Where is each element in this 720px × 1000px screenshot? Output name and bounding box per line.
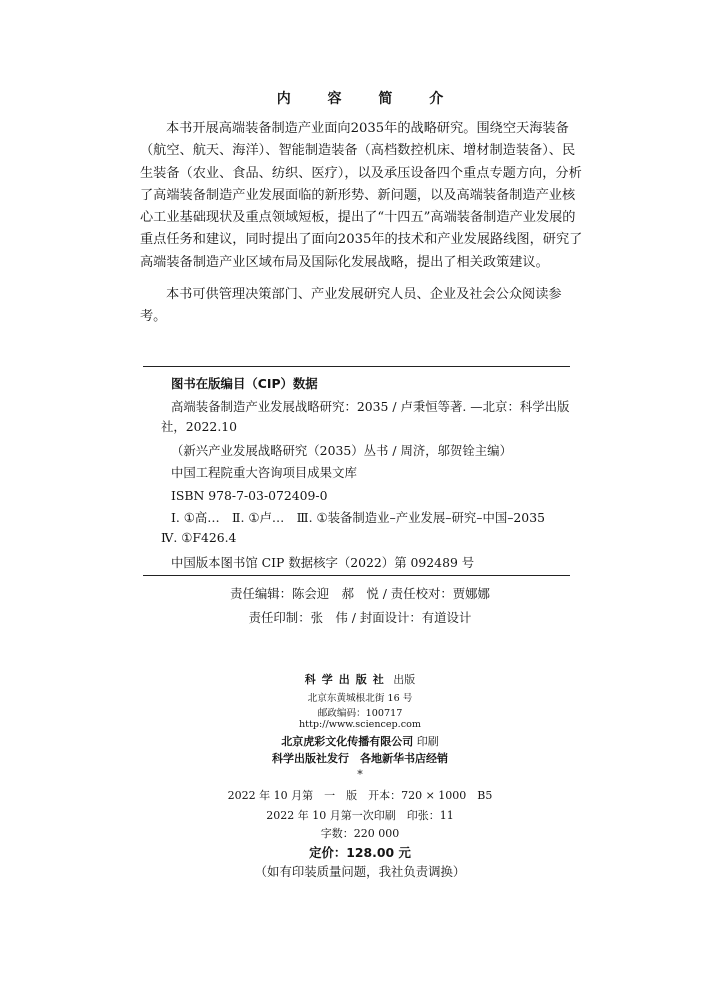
publisher-line: [0, 671, 720, 687]
cip-isbn: ISBN 978-7-03-072409-0: [171, 488, 328, 503]
word-count: 字数：220 000: [320, 827, 400, 840]
publisher-postcode: 邮政编码：100717: [317, 708, 403, 719]
cip-record-number: 中国版本图书馆 CIP 数据核字（2022）第 092489 号: [171, 555, 475, 570]
price: 定价：128.00 元: [309, 845, 411, 860]
publisher-name: 科学出版社: [304, 673, 390, 686]
publisher-url[interactable]: http://www.sciencep.com: [299, 719, 421, 730]
cip-library-line: 中国工程院重大咨询项目成果文库: [171, 465, 357, 480]
printing-line: 2022 年 10 月第一次印刷 印张：11: [266, 809, 454, 822]
separator-star: *: [357, 768, 363, 781]
edition-line: 2022 年 10 月第 一 版 开本：720 × 1000 B5: [227, 789, 493, 802]
cip-heading: 图书在版编目（CIP）数据: [171, 376, 318, 391]
publisher-suffix: 出版: [393, 673, 416, 686]
cip-top-rule: [143, 366, 570, 367]
cip-classification: Ⅰ. ①高… Ⅱ. ①卢… Ⅲ. ①装备制造业–产业发展–研究–中国–2035 Ⅳ. ①F426.4: [161, 510, 558, 545]
printer-name: 北京虎彩文化传播有限公司: [281, 735, 414, 748]
intro-paragraph-1: 本书开展高端装备制造产业面向2035年的战略研究。围绕空天海装备（航空、航天、海洋）、智能制造装备（高档数控机床、增材制造装备）、民生装备（农业、食品、纺织、医疗），以及承压设备四个重点专题方向，分析了高端装备制造产业发展面临的新形势、新问题，以及高端装备制造产业核心工业基础现状及重点领域短板，提出了“十四五”高端装备制造产业发展的重点任务和建议，同时提出了面向2035年的技术和产业发展路线图，研究了高端装备制造产业区域布局及国际化发展战略，提出了相关政策建议。: [140, 121, 583, 270]
credits-editors: 责任编辑：陈会迎 郝 悦 / 责任校对：贾娜娜: [230, 586, 490, 601]
printer-line: [0, 733, 720, 749]
cip-title-line: 高端装备制造产业发展战略研究：2035 / 卢秉恒等著. —北京：科学出版社，2022.10: [161, 399, 570, 434]
publisher-address: 北京东黄城根北街 16 号: [307, 693, 413, 704]
quality-notice: （如有印装质量问题，我社负责调换）: [254, 864, 466, 879]
cip-bottom-rule: [143, 575, 570, 576]
cip-series-line: （新兴产业发展战略研究（2035）丛书 / 周济，邬贺铨主编）: [171, 443, 512, 458]
distribution-line: 科学出版社发行 各地新华书店经销: [272, 752, 448, 765]
intro-title: 内 容 简 介: [276, 91, 460, 107]
intro-paragraph-2: 本书可供管理决策部门、产业发展研究人员、企业及社会公众阅读参考。: [140, 287, 562, 325]
printer-suffix: 印刷: [416, 735, 439, 748]
credits-production: 责任印制：张 伟 / 封面设计：有道设计: [248, 610, 472, 625]
